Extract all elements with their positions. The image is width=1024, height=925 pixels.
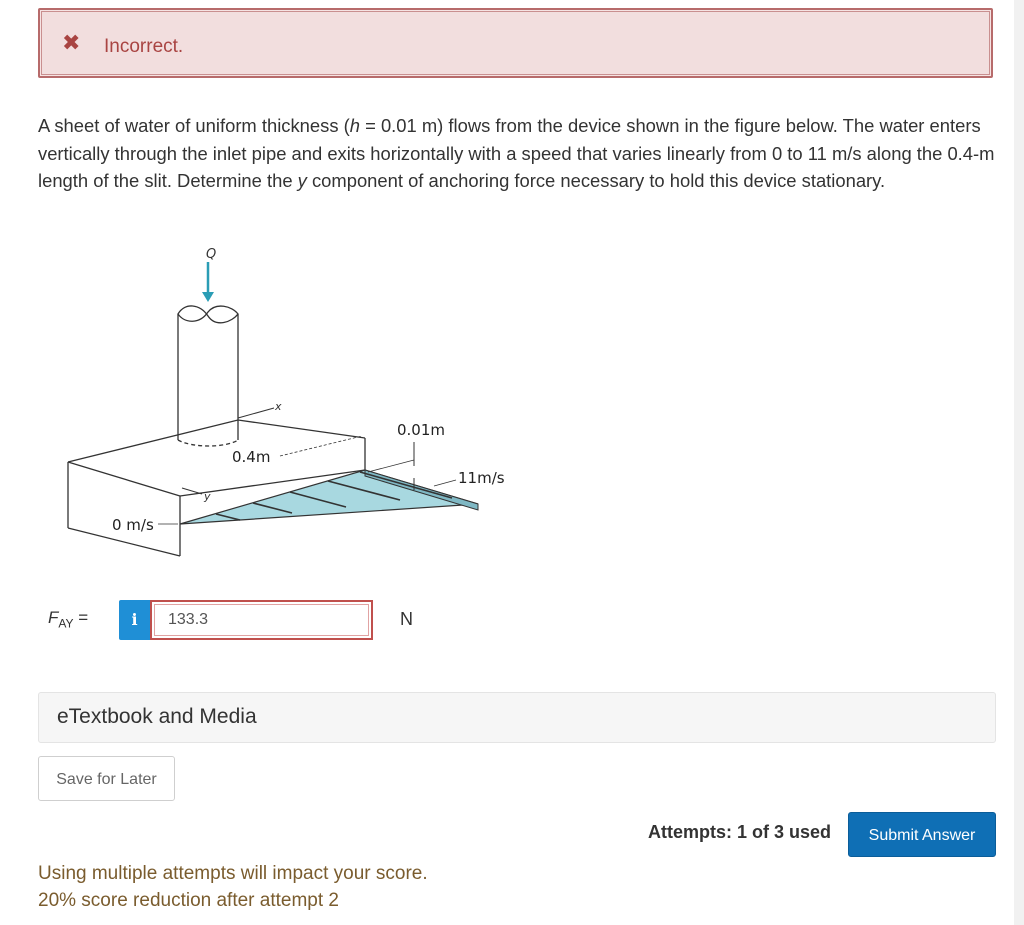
inlet-pipe	[178, 306, 238, 446]
length-dim-line	[280, 436, 362, 456]
close-x-icon: ✖	[62, 30, 81, 55]
answer-unit: N	[400, 609, 413, 629]
inflow-arrow-head	[202, 292, 214, 302]
answer-label-sub: AY	[58, 616, 74, 631]
attempts-note-line-2: 20% score reduction after attempt 2	[38, 890, 339, 911]
attempts-note-line-1: Using multiple attempts will impact your score.	[38, 863, 428, 884]
thickness-line	[368, 460, 414, 472]
device-figure	[40, 238, 540, 568]
figure-label-q: Q	[206, 247, 217, 262]
answer-label-main: F	[48, 608, 59, 627]
etextbook-media-panel[interactable]: eTextbook and Media	[38, 692, 996, 743]
question-part-2: = 0.01 m) flows from the device shown in the figure below. The water enters vertically through the inlet pipe and exits horizontally with a speed that varies linearly from 0 to 11 m/s along the 0.4-m length of the slit. Determine the	[38, 115, 995, 191]
question-part-3: component of anchoring force necessary to hold this device stationary.	[306, 170, 886, 191]
x-axis-line	[238, 408, 274, 418]
info-icon[interactable]: i	[119, 600, 150, 640]
speed-max-pointer	[434, 480, 456, 486]
page-scrollbar[interactable]	[1014, 0, 1024, 925]
submit-answer-button[interactable]: Submit Answer	[848, 812, 996, 857]
attempts-text: Attempts: 1 of 3 used	[648, 822, 832, 842]
question-text	[38, 112, 998, 195]
question-part-1: A sheet of water of uniform thickness (	[38, 115, 350, 136]
figure-label-length: 0.4m	[232, 448, 271, 466]
incorrect-alert	[38, 8, 993, 78]
attempts-note	[38, 860, 428, 914]
answer-input[interactable]	[150, 600, 373, 640]
figure-label-speed-max: 11m/s	[458, 469, 505, 487]
question-var-y: y	[297, 170, 307, 191]
question-var-h: h	[349, 115, 360, 136]
answer-label	[48, 608, 88, 630]
figure-label-x: x	[275, 400, 282, 413]
figure-label-thickness: 0.01m	[397, 421, 446, 439]
figure-label-y: y	[204, 490, 211, 503]
figure-label-speed-min: 0 m/s	[112, 516, 154, 534]
alert-message: Incorrect.	[104, 36, 184, 57]
answer-label-eq: =	[73, 608, 89, 627]
save-for-later-button[interactable]: Save for Later	[38, 756, 175, 801]
y-axis-line	[182, 488, 202, 494]
